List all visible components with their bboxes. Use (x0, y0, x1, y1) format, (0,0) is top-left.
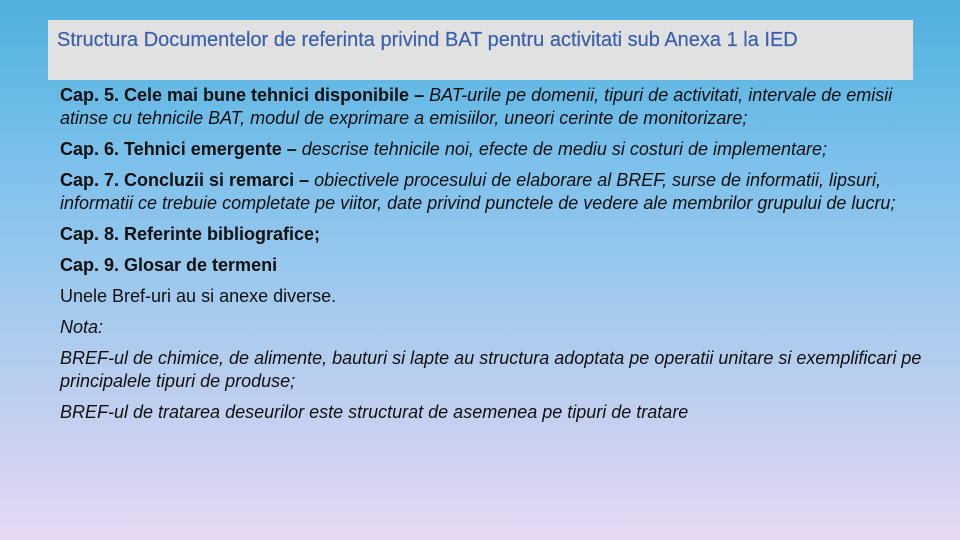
slide-title: Structura Documentelor de referinta privind BAT pentru activitati sub Anexa 1 la IED (57, 29, 798, 51)
note-chemicals: BREF-ul de chimice, de alimente, bauturi si lapte au structura adoptata pe operatii unitare si exemplificari pe principalele tipuri de produse; (60, 348, 922, 391)
chapter-9-heading: Cap. 9. Glosar de termeni (60, 255, 278, 275)
title-box (48, 20, 913, 80)
chapter-8-item (60, 223, 940, 246)
chapter-5-description: BAT-urile pe domenii, tipuri de activitati, intervale de emisii atinse cu tehnicile BAT, modul de exprimare a emisiilor, uneori cerinte de monitorizare; (60, 85, 893, 128)
chapter-6-description: descrise tehnicile noi, efecte de mediu si costuri de implementare; (296, 139, 828, 159)
chapter-9-item (60, 254, 940, 277)
chapter-5-heading: Cap. 5. Cele mai bune tehnici disponibile – (60, 85, 425, 105)
chapter-7-heading: Cap. 7. Concluzii si remarci – (60, 170, 310, 190)
annexes-line: Unele Bref-uri au si anexe diverse. (60, 286, 337, 306)
note-waste-treatment: BREF-ul de tratarea deseurilor este structurat de asemenea pe tipuri de tratare (60, 402, 689, 422)
note-label: Nota: (60, 317, 104, 337)
content-body (60, 84, 940, 432)
chapter-6-heading: Cap. 6. Tehnici emergente – (60, 139, 297, 159)
chapter-7-description: obiectivele procesului de elaborare al BREF, surse de informatii, lipsuri, informatii ce trebuie completate pe viitor, date privind punctele de vedere ale membrilor grupului de lucru; (60, 170, 896, 213)
chapter-8-heading: Cap. 8. Referinte bibliografice; (60, 224, 321, 244)
chapter-5-item (60, 84, 940, 130)
chapter-7-item (60, 169, 940, 215)
chapter-6-item (60, 138, 940, 161)
